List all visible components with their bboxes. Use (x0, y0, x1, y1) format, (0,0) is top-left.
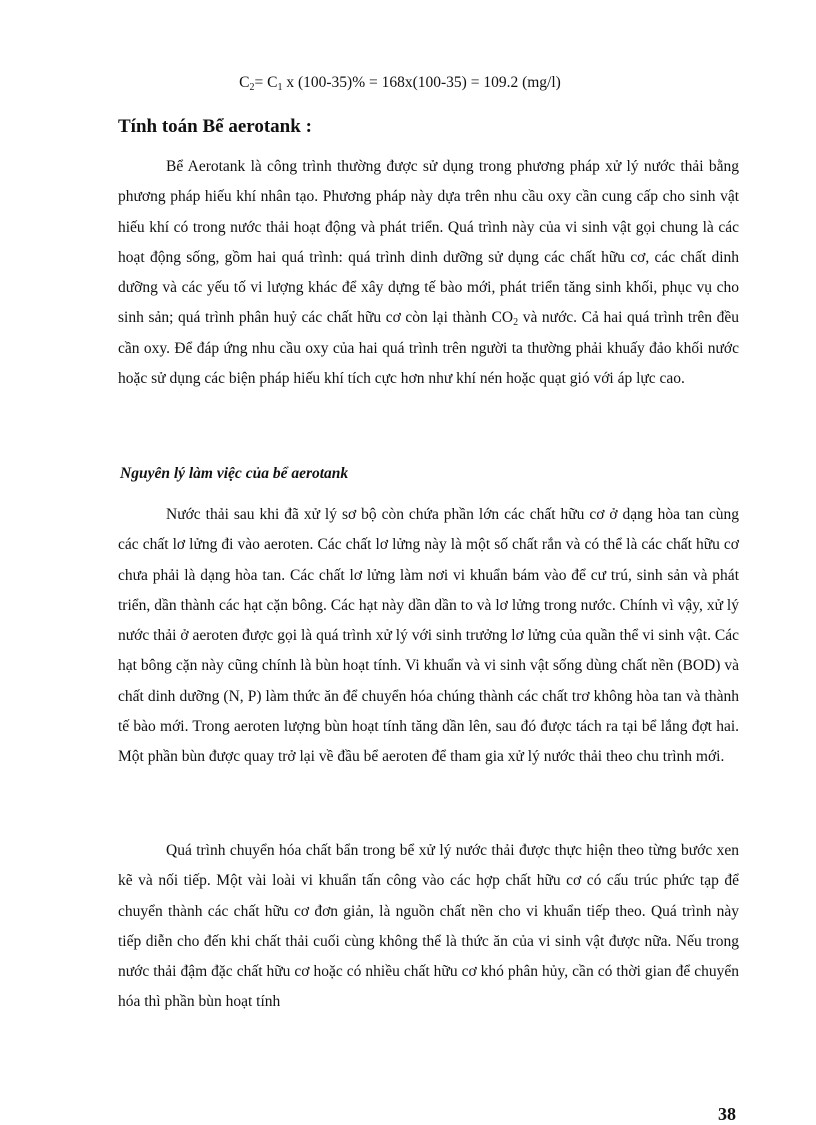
formula-expression: x (100-35)% = 168x(100-35) = 109.2 (mg/l) (282, 74, 561, 91)
formula-c2: C (239, 74, 250, 91)
formula-c1-subscript: 1 (277, 82, 283, 93)
page-number: 38 (718, 1104, 736, 1124)
paragraph1-text: Bể Aerotank là công trình thường được sử dụng trong phương pháp xử lý nước thải bằng phương pháp hiếu khí nhân tạo. Phương pháp này dựa trên nhu cầu oxy cần cung cấp cho sinh vật hiếu khí có trong nước thải hoạt động và phát triển. Quá trình này của vi sinh vật gọi chung là các hoạt động sống, gồm hai quá trình: quá trình dinh dưỡng sử dụng các chất hữu cơ, các chất dinh dưỡng và các yếu tố vi lượng khác để xây dựng tế bào mới, phát triển tăng sinh khối, phục vụ cho sinh sản; quá trình phân huỷ các chất hữu cơ còn lại thành CO (118, 158, 739, 327)
paragraph-aerotank-intro (118, 152, 739, 394)
subsection-title: Nguyên lý làm việc của bể aerotank (120, 465, 349, 482)
paragraph-conversion-process: Quá trình chuyển hóa chất bẩn trong bể xử lý nước thải được thực hiện theo từng bước xen kẽ và nối tiếp. Một vài loài vi khuẩn tấn công vào các hợp chất hữu cơ có cấu trúc phức tạp để chuyển thành các chất hữu cơ đơn giản, là nguồn chất nền cho vi khuẩn tiếp theo. Quá trình này tiếp diễn cho đến khi chất thải cuối cùng không thể là thức ăn của vi sinh vật được nữa. Nếu trong nước thải đậm đặc chất hữu cơ hoặc có nhiều chất hữu cơ khó phân hủy, cần có thời gian để chuyển hóa thì phần bùn hoạt tính (118, 842, 739, 1011)
formula-equals-c1: = C (254, 74, 278, 91)
paragraph-working-principle: Nước thải sau khi đã xử lý sơ bộ còn chứa phần lớn các chất hữu cơ ở dạng hòa tan cùng các chất lơ lửng đi vào aeroten. Các chất lơ lửng này là một số chất rắn và có thể là các chất hữu cơ chưa phải là dạng hòa tan. Các chất lơ lửng làm nơi vi khuẩn bám vào để cư trú, sinh sản và phát triển, dần thành các hạt cặn bông. Các hạt này dần dần to và lơ lửng trong nước. Chính vì vậy, xử lý nước thải ở aeroten được gọi là quá trình xử lý với sinh trưởng lơ lửng của quần thể vi sinh vật. Các hạt bông cặn này cũng chính là bùn hoạt tính. Vi khuẩn và vi sinh vật sống dùng chất nền (BOD) và chất dinh dưỡng (N, P) làm thức ăn để chuyển hóa chúng thành các chất trơ không hòa tan và thành tế bào mới. Trong aeroten lượng bùn hoạt tính tăng dần lên, sau đó được tách ra tại bể lắng đợt hai. Một phần bùn được quay trở lại về đầu bể aeroten để tham gia xử lý nước thải theo chu trình mới. (118, 506, 739, 766)
formula-line (0, 74, 800, 93)
co2-subscript: 2 (513, 317, 519, 329)
formula-c2-subscript: 2 (249, 82, 255, 93)
section-title: Tính toán Bể aerotank : (118, 116, 312, 137)
paragraph1-text-cont: và nước. Cả hai quá trình trên đều cần oxy. Để đáp ứng nhu cầu oxy của hai quá trình trên người ta thường phải khuấy đảo khối nước hoặc sử dụng các biện pháp hiếu khí tích cực hơn như khí nén hoặc quạt gió với áp lực cao. (118, 309, 739, 388)
